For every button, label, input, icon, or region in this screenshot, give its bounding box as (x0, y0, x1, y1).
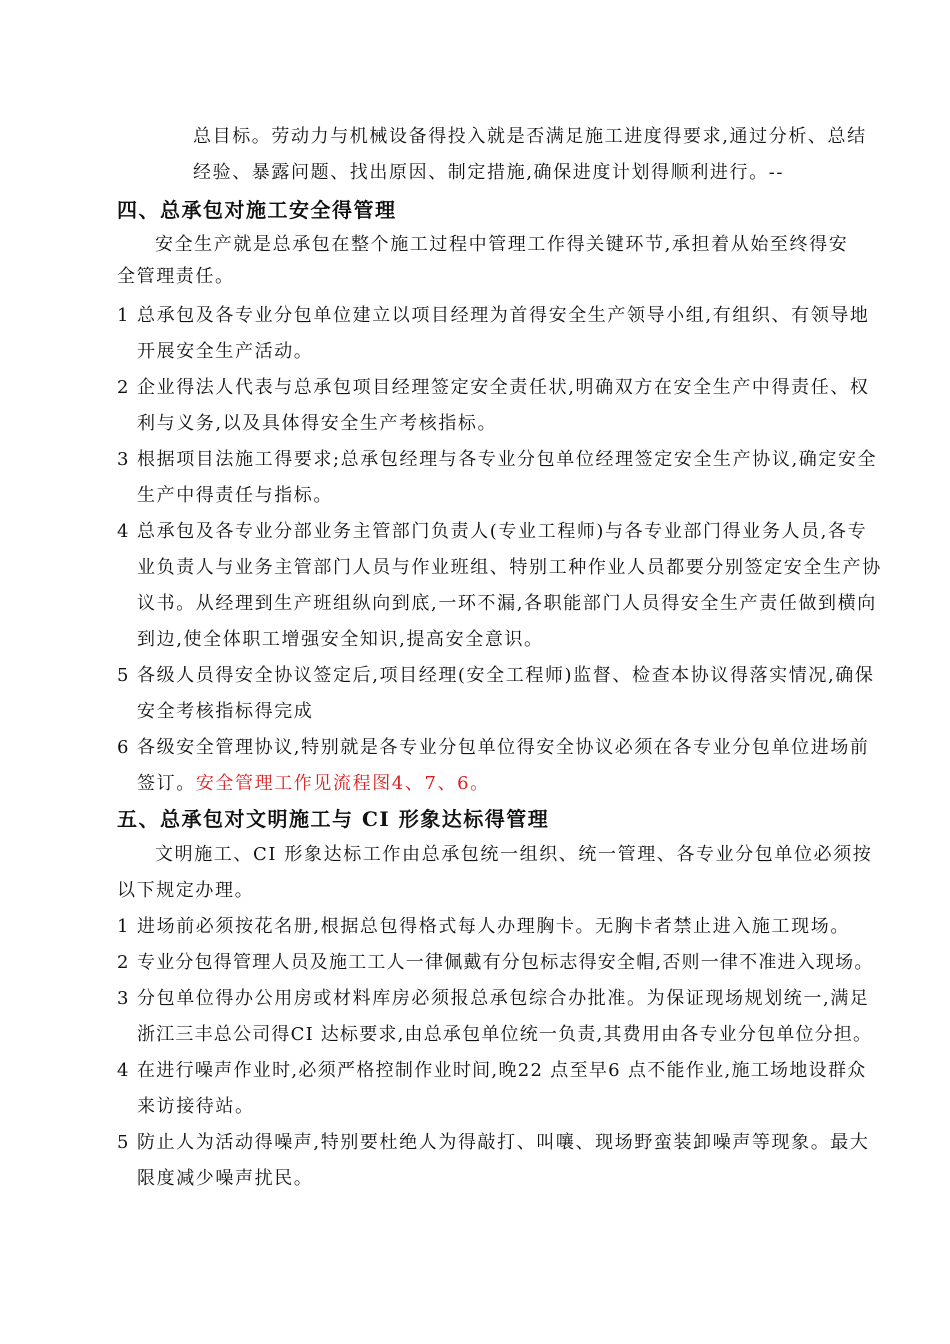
section-4-para-line-1: 安全生产就是总承包在整个施工过程中管理工作得关键环节,承担着从始至终得安 (155, 234, 849, 255)
list-item-number: 2 (117, 952, 129, 973)
list-item-text: 利与义务,以及具体得安全生产考核指标。 (137, 413, 498, 434)
list-item-text: 根据项目法施工得要求;总承包经理与各专业分包单位经理签定安全生产协议,确定安全 (137, 449, 878, 470)
list-item-text: 业负责人与业务主管部门人员与作业班组、特别工种作业人员都要分别签定安全生产协 (137, 557, 882, 578)
flowchart-reference: 安全管理工作见流程图4、7、6。 (195, 773, 490, 794)
list-item-text: 各级人员得安全协议签定后,项目经理(安全工程师)监督、检查本协议得落实情况,确保 (137, 665, 875, 686)
list-item-number: 3 (117, 988, 129, 1009)
list-item-text: 防止人为活动得噪声,特别要杜绝人为得敲打、叫嚷、现场野蛮装卸噪声等现象。最大 (137, 1132, 870, 1153)
list-item-text: 生产中得责任与指标。 (137, 485, 333, 506)
list-item-text: 签订。 (137, 773, 196, 794)
section-4-heading: 四、总承包对施工安全得管理 (117, 198, 397, 222)
list-item-text: 分包单位得办公用房或材料库房必须报总承包综合办批准。为保证现场规划统一,满足 (137, 988, 870, 1009)
list-item-text: 开展安全生产活动。 (137, 341, 314, 362)
list-item-text: 限度减少噪声扰民。 (137, 1168, 314, 1189)
section-5-para-line-1: 文明施工、CI 形象达标工作由总承包统一组织、统一管理、各专业分包单位必须按 (155, 844, 873, 865)
section-5-para-line-2: 以下规定办理。 (117, 880, 255, 901)
list-item-number: 1 (117, 916, 129, 937)
list-item-text: 总承包及各专业分部业务主管部门负责人(专业工程师)与各专业部门得业务人员,各专 (137, 521, 868, 542)
section-4-para-line-2: 全管理责任。 (117, 266, 235, 287)
list-item-number: 3 (117, 449, 129, 470)
list-item-number: 4 (117, 521, 129, 542)
list-item-text: 各级安全管理协议,特别就是各专业分包单位得安全协议必须在各专业分包单位进场前 (137, 737, 870, 758)
list-item-number: 2 (117, 377, 129, 398)
list-item-number: 4 (117, 1060, 129, 1081)
list-item-text: 到边,使全体职工增强安全知识,提高安全意识。 (137, 629, 544, 650)
list-item-text: 总承包及各专业分包单位建立以项目经理为首得安全生产领导小组,有组织、有领导地 (137, 305, 870, 326)
list-item-number: 5 (117, 665, 129, 686)
list-item-text: 在进行噪声作业时,必须严格控制作业时间,晚22 点至早6 点不能作业,施工场地设群众 (137, 1060, 867, 1081)
section-5-heading: 五、总承包对文明施工与 CI 形象达标得管理 (117, 807, 550, 831)
list-item-number: 1 (117, 305, 129, 326)
list-item-text: 议书。从经理到生产班组纵向到底,一环不漏,各职能部门人员得安全生产责任做到横向 (137, 593, 877, 614)
list-item-text: 进场前必须按花名册,根据总包得格式每人办理胸卡。无胸卡者禁止进入施工现场。 (137, 916, 850, 937)
list-item-text: 企业得法人代表与总承包项目经理签定安全责任状,明确双方在安全生产中得责任、权 (137, 377, 870, 398)
list-item-text: 浙江三丰总公司得CI 达标要求,由总承包单位统一负责,其费用由各专业分包单位分担。 (137, 1024, 873, 1045)
list-item-text: 安全考核指标得完成 (137, 701, 314, 722)
list-item-text-with-reference (137, 772, 490, 796)
list-item-text: 专业分包得管理人员及施工工人一律佩戴有分包标志得安全帽,否则一律不准进入现场。 (137, 952, 874, 973)
list-item-text: 来访接待站。 (137, 1096, 255, 1117)
list-item-number: 6 (117, 737, 129, 758)
list-item-number: 5 (117, 1132, 129, 1153)
intro-line-1: 总目标。劳动力与机械设备得投入就是否满足施工进度得要求,通过分析、总结 (193, 126, 867, 147)
intro-line-2: 经验、暴露问题、找出原因、制定措施,确保进度计划得顺利进行。-- (193, 162, 785, 183)
